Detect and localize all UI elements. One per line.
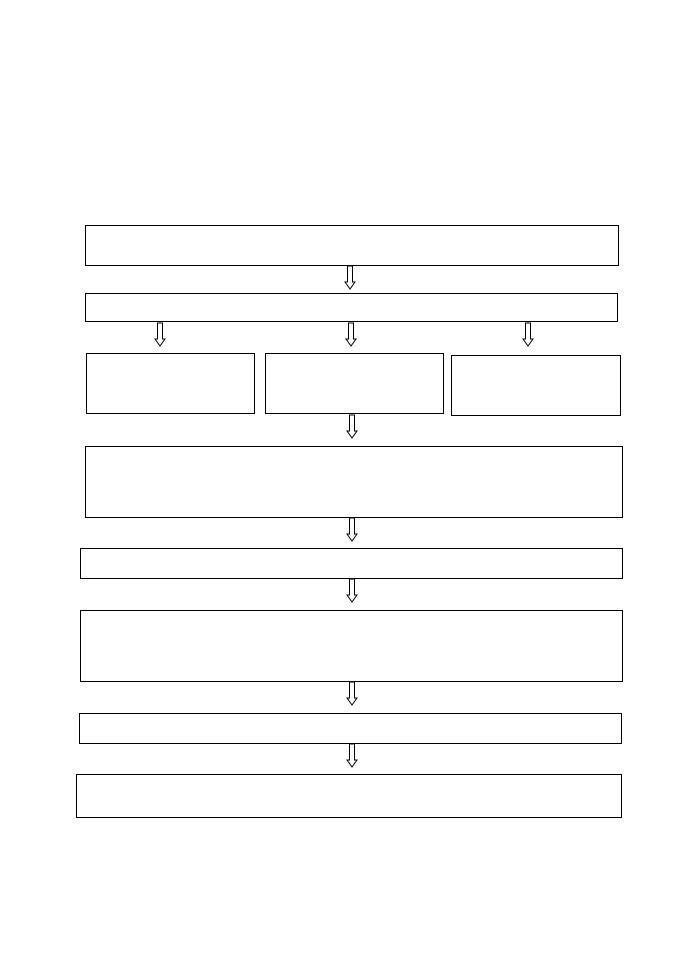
flow-node-step-3 (86, 447, 623, 518)
flow-node-branch-left (87, 354, 255, 414)
down-arrow-icon (346, 323, 356, 346)
flow-node-step-7 (77, 775, 622, 818)
flow-node-step-4 (81, 549, 623, 579)
down-arrow-icon (523, 323, 533, 346)
down-arrow-icon (347, 415, 357, 438)
down-arrow-icon (347, 744, 357, 767)
flow-node-step-2 (86, 294, 618, 322)
down-arrow-icon (347, 518, 357, 541)
flow-node-step-6 (80, 714, 622, 744)
down-arrow-icon (155, 323, 165, 346)
down-arrow-icon (347, 579, 357, 602)
flow-node-branch-middle (266, 354, 444, 414)
down-arrow-icon (345, 266, 355, 289)
flow-node-branch-right (452, 356, 621, 416)
flow-node-step-5 (81, 611, 623, 682)
flow-node-step-1 (86, 226, 619, 266)
down-arrow-icon (347, 682, 357, 705)
